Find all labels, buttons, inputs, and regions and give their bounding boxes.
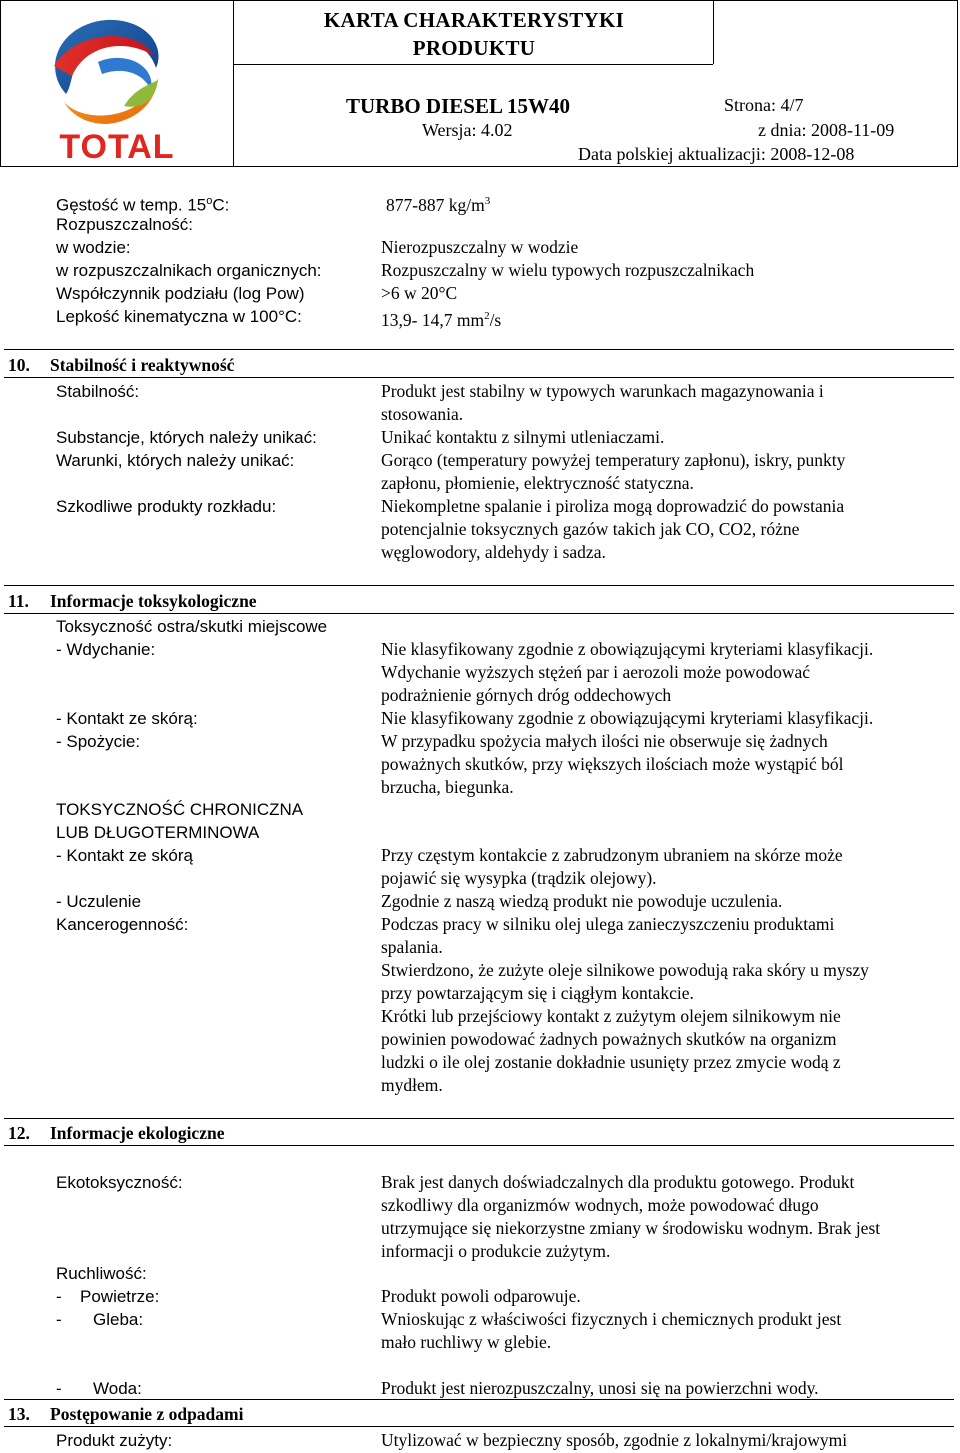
chronic-toxicity-heading-line2: LUB DŁUGOTERMINOWA — [56, 823, 260, 842]
section-10-number: 10. — [8, 355, 30, 375]
section-13-number: 13. — [8, 1404, 30, 1424]
density-value: 877-887 $kg/m^3$ — [386, 194, 491, 215]
air-value: Produkt powoli odparowuje. — [381, 1286, 581, 1306]
carcinogenicity-label: Kancerogenność: — [56, 915, 189, 934]
partition-coefficient-value: >6 w 20°C — [381, 283, 458, 303]
section-divider — [4, 1145, 954, 1146]
section-11-title: Informacje toksykologiczne — [50, 591, 257, 611]
viscosity-value: 13,9- 14,7 $mm^2/s$ — [381, 309, 502, 330]
ingestion-line1: W przypadku spożycia małych ilości nie obserwuje się żadnych — [381, 731, 828, 751]
page-number: Strona: 4/7 — [724, 95, 804, 115]
ecotoxicity-line4: informacji o produkcie zużytym. — [381, 1241, 611, 1261]
used-product-label: Produkt zużyty: — [56, 1431, 173, 1450]
section-divider — [4, 377, 954, 378]
soil-line1: Wnioskując z właściwości fizycznych i chemicznych produkt jest — [381, 1309, 842, 1329]
total-logo-icon — [6, 6, 228, 162]
decomposition-products-label: Szkodliwe produkty rozkładu: — [56, 497, 277, 516]
used-product-value: Utylizować w bezpieczny sposób, zgodnie z lokalnymi/krajowymi — [381, 1430, 848, 1450]
carcinogenicity-line4: przy powtarzającym się i ciągłym kontakcie. — [381, 983, 694, 1003]
section-divider — [4, 1118, 954, 1119]
inhalation-line2: Wdychanie wyższych stężeń par i aerozoli może powodować — [381, 662, 811, 682]
decomposition-products-line1: Niekompletne spalanie i piroliza mogą doprowadzić do powstania — [381, 496, 845, 516]
section-11-number: 11. — [8, 591, 29, 611]
ecotoxicity-line2: szkodliwy dla organizmów wodnych, może powodować długo — [381, 1195, 819, 1215]
section-10-title: Stabilność i reaktywność — [50, 355, 235, 375]
viscosity-label: Lepkość kinematyczna w 100°C: — [56, 307, 302, 326]
svg-text:TOTAL: TOTAL — [59, 128, 175, 162]
ecotoxicity-line3: utrzymujące się niekorzystne zmiany w środowisku wodnym. Brak jest — [381, 1218, 881, 1238]
water-solubility-label: w wodzie: — [56, 238, 131, 257]
incompatible-substances-label: Substancje, których należy unikać: — [56, 428, 317, 447]
chronic-toxicity-heading-line1: TOKSYCZNOŚĆ CHRONICZNA — [56, 800, 304, 819]
air-label: Powietrze: — [80, 1287, 160, 1306]
conditions-to-avoid-line1: Gorąco (temperatury powyżej temperatury zapłonu), iskry, punkty — [381, 450, 846, 470]
inhalation-line1: Nie klasyfikowany zgodnie z obowiązującymi kryteriami klasyfikacji. — [381, 639, 874, 659]
soil-dash: - — [56, 1310, 62, 1329]
section-divider — [4, 349, 954, 350]
ingestion-line2: poważnych skutków, przy większych ilościach może wystąpić ból — [381, 754, 844, 774]
skin-contact-label: - Kontakt ze skórą: — [56, 709, 198, 728]
air-dash: - — [56, 1287, 62, 1306]
organic-solubility-value: Rozpuszczalny w wielu typowych rozpuszczalnikach — [381, 260, 755, 280]
chronic-skin-contact-line1: Przy częstym kontakcie z zabrudzonym ubraniem na skórze może — [381, 845, 843, 865]
section-12-number: 12. — [8, 1123, 30, 1143]
water-label: Woda: — [93, 1379, 142, 1398]
water-solubility-value: Nierozpuszczalny w wodzie — [381, 237, 579, 257]
organic-solubility-label: w rozpuszczalnikach organicznych: — [56, 261, 322, 280]
section-divider — [4, 1399, 954, 1400]
stability-label: Stabilność: — [56, 382, 140, 401]
density-label: Gęstość w temp. 15$^o$C: — [56, 195, 230, 215]
decomposition-products-line3: węglowodory, aldehydy i sadza. — [381, 542, 606, 562]
document-title-line2: PRODUKTU — [412, 36, 536, 60]
document-title: KARTA CHARAKTERYSTYKI — [323, 8, 625, 32]
carcinogenicity-line1: Podczas pracy w silniku olej ulega zanieczyszczeniu produktami — [381, 914, 835, 934]
section-13-title: Postępowanie z odpadami — [50, 1404, 244, 1424]
inhalation-line3: podrażnienie górnych dróg oddechowych — [381, 685, 672, 705]
ingestion-line3: brzucha, biegunka. — [381, 777, 514, 797]
carcinogenicity-line2: spalania. — [381, 937, 443, 957]
company-logo — [6, 6, 228, 162]
conditions-to-avoid-line2: zapłonu, płomienie, elektryczność statyczna. — [381, 473, 694, 493]
section-divider — [4, 585, 954, 586]
conditions-to-avoid-label: Warunki, których należy unikać: — [56, 451, 295, 470]
mobility-label: Ruchliwość: — [56, 1264, 147, 1283]
water-dash: - — [56, 1379, 62, 1398]
skin-contact-value: Nie klasyfikowany zgodnie z obowiązującymi kryteriami klasyfikacji. — [381, 708, 874, 728]
issue-date: z dnia: 2008-11-09 — [758, 120, 895, 140]
soil-line2: mało ruchliwy w glebie. — [381, 1332, 552, 1352]
solubility-label: Rozpuszczalność: — [56, 215, 194, 234]
acute-toxicity-label: Toksyczność ostra/skutki miejscowe — [56, 617, 328, 636]
carcinogenicity-line6: powinien powodować żadnych poważnych skutków na organizm — [381, 1029, 837, 1049]
stability-value-line1: Produkt jest stabilny w typowych warunkach magazynowania i — [381, 381, 824, 401]
ecotoxicity-label: Ekotoksyczność: — [56, 1173, 183, 1192]
section-divider — [4, 613, 954, 614]
inhalation-label: - Wdychanie: — [56, 640, 156, 659]
ecotoxicity-line1: Brak jest danych doświadczalnych dla produktu gotowego. Produkt — [381, 1172, 855, 1192]
incompatible-substances-value: Unikać kontaktu z silnymi utleniaczami. — [381, 427, 665, 447]
stability-value-line2: stosowania. — [381, 404, 464, 424]
chronic-skin-contact-line2: pojawić się wysypka (trądzik olejowy). — [381, 868, 657, 888]
sensitization-value: Zgodnie z naszą wiedzą produkt nie powoduje uczulenia. — [381, 891, 783, 911]
carcinogenicity-line7: ludzki o ile olej zostanie dokładnie usunięty przez zmycie wodą z — [381, 1052, 841, 1072]
partition-coefficient-label: Współczynnik podziału (log Pow) — [56, 284, 305, 303]
version-label: Wersja: 4.02 — [422, 120, 513, 140]
chronic-skin-contact-label: - Kontakt ze skórą — [56, 846, 194, 865]
ingestion-label: - Spożycie: — [56, 732, 141, 751]
carcinogenicity-line5: Krótki lub przejściowy kontakt z zużytym olejem silnikowym nie — [381, 1006, 841, 1026]
section-divider — [4, 1426, 954, 1427]
product-name: TURBO DIESEL 15W40 — [346, 94, 571, 118]
sensitization-label: - Uczulenie — [56, 892, 142, 911]
section-12-title: Informacje ekologiczne — [50, 1123, 225, 1143]
water-value: Produkt jest nierozpuszczalny, unosi się na powierzchni wody. — [381, 1378, 819, 1398]
decomposition-products-line2: potencjalnie toksycznych gazów takich jak CO, CO2, różne — [381, 519, 800, 539]
carcinogenicity-line8: mydłem. — [381, 1075, 443, 1095]
soil-label: Gleba: — [93, 1310, 144, 1329]
pl-update-date: Data polskiej aktualizacji: 2008-12-08 — [578, 144, 855, 164]
carcinogenicity-line3: Stwierdzono, że zużyte oleje silnikowe powodują raka skóry u myszy — [381, 960, 869, 980]
